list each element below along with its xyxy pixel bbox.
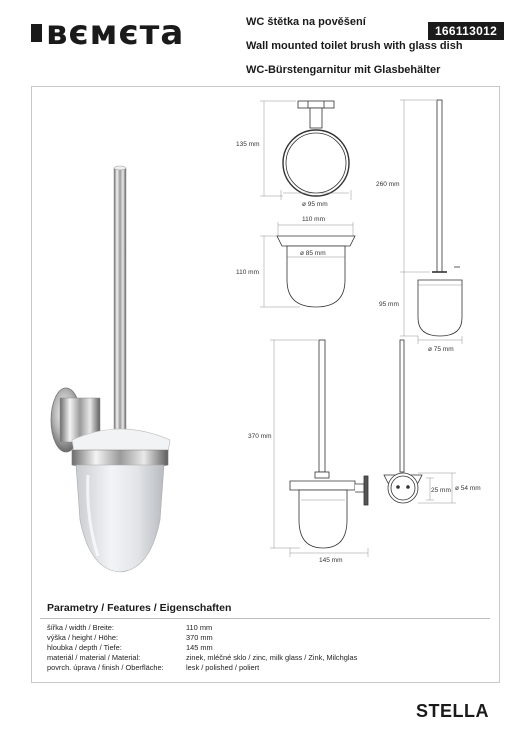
glass-dish-drawing xyxy=(260,222,355,307)
spec-value-width: 110 mm xyxy=(186,623,213,632)
dim-dish-width: 110 mm xyxy=(302,216,325,223)
dim-ring-height: 135 mm xyxy=(236,141,260,148)
dim-total-depth: 145 mm xyxy=(319,557,343,564)
spec-label-finish: povrch. úprava / finish / Oberfläche: xyxy=(47,663,164,672)
title-en: Wall mounted toilet brush with glass dish xyxy=(246,40,463,52)
brand-logo: ʙємєтa xyxy=(46,13,185,53)
dim-brush-length: 260 mm xyxy=(376,181,400,188)
product-photo xyxy=(51,166,170,572)
assembled-front-drawing xyxy=(384,340,456,503)
spec-label-material: materiál / material / Material: xyxy=(47,653,141,662)
dim-mount-height: 25 mm xyxy=(431,487,451,494)
product-code-badge: 166113012 xyxy=(428,22,504,40)
dim-dish-diameter: ø 85 mm xyxy=(300,250,326,257)
assembled-side-drawing xyxy=(270,340,368,557)
title-cz: WC štětka na pověšení xyxy=(246,16,366,28)
spec-label-depth: hloubka / depth / Tiefe: xyxy=(47,643,122,652)
spec-value-finish: lesk / polished / poliert xyxy=(186,663,260,672)
spec-label-width: šířka / width / Breite: xyxy=(47,623,114,632)
dim-total-height: 370 mm xyxy=(248,433,272,440)
features-title: Parametry / Features / Eigenschaften xyxy=(47,602,232,614)
ring-holder-drawing xyxy=(260,101,351,200)
spec-value-material: zinek, mléčné sklo / zinc, milk glass / Zink, Milchglas xyxy=(186,653,358,662)
dim-ring-diameter: ø 95 mm xyxy=(302,201,328,208)
spec-value-height: 370 mm xyxy=(186,633,213,642)
brush-drawing xyxy=(400,100,462,344)
features-divider xyxy=(40,618,490,619)
dim-dish-height: 110 mm xyxy=(236,269,259,276)
series-name: STELLA xyxy=(416,701,489,721)
dim-mount-diameter: ø 54 mm xyxy=(455,485,481,492)
title-de: WC-Bürstengarnitur mit Glasbehälter xyxy=(246,64,441,76)
spec-label-height: výška / height / Höhe: xyxy=(47,633,119,642)
dim-brush-head-diameter: ø 75 mm xyxy=(428,346,454,353)
spec-value-depth: 145 mm xyxy=(186,643,213,652)
dim-brush-head-height: 95 mm xyxy=(379,301,399,308)
